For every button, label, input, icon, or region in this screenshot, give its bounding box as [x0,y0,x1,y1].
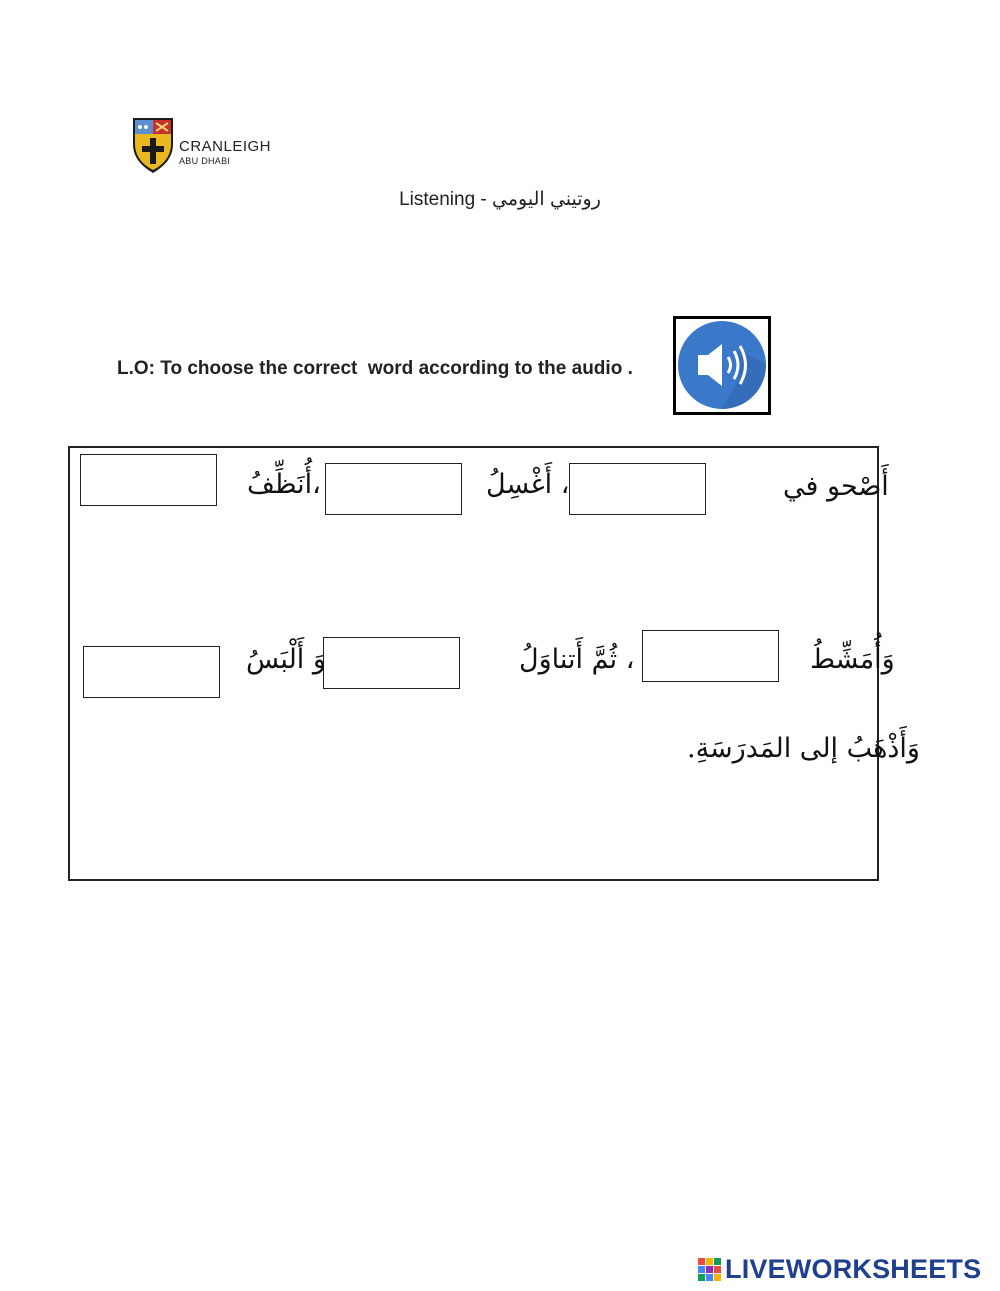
line3-text: وَأَذْهَبُ إلى المَدرَسَةِ. [687,733,920,764]
line2-text-2: ، ثُمَّ أَتناوَلُ [519,644,635,675]
audio-play-button[interactable] [673,316,771,415]
answer-blank-2[interactable] [325,463,462,515]
line2-text-1: وَأُمَشِّطُ [810,644,895,675]
liveworksheets-logo [697,1254,997,1286]
page-title: Listening - روتيني اليومي [399,189,601,210]
answer-blank-4[interactable] [642,630,779,682]
answer-blank-5[interactable] [323,637,460,689]
liveworksheets-icon [697,1257,723,1283]
answer-blank-1[interactable] [569,463,706,515]
logo-subtitle: ABU DHABI [179,156,231,166]
line1-text-2: ، أَغْسِلُ [486,469,570,500]
brand-name: LIVEWORKSHEETS [725,1254,982,1284]
logo-name: CRANLEIGH [179,138,272,155]
cranleigh-logo [131,116,291,174]
answer-blank-6[interactable] [83,646,220,698]
answer-blank-3[interactable] [80,454,217,506]
line1-text-3: ،أُنَظِّفُ [247,469,321,500]
line1-text-1: أَصْحو في [783,471,889,502]
learning-objective: L.O: To choose the correct word according to the audio . [117,358,633,379]
crest-icon [131,116,175,174]
line2-text-3: وَ أَلْبَسُ [246,644,326,675]
speaker-icon [676,319,768,412]
